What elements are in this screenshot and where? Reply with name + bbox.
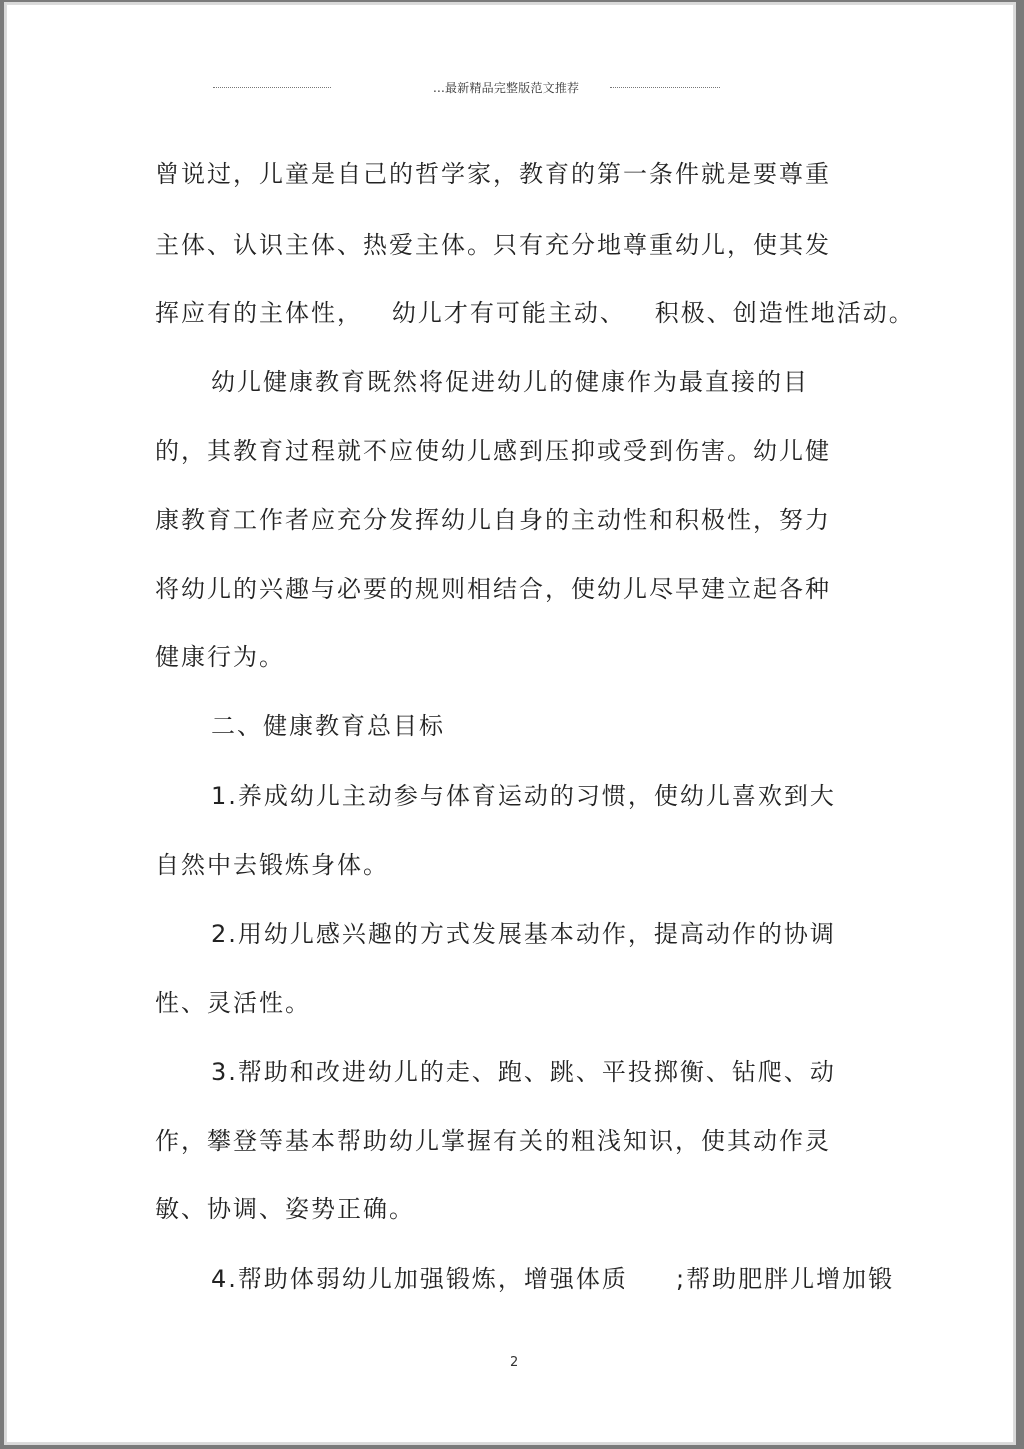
body-line: 的，其教育过程就不应使幼儿感到压抑或受到伤害。幼儿健 bbox=[155, 437, 831, 465]
section-heading: 二、健康教育总目标 bbox=[211, 712, 445, 740]
body-line: 主体、认识主体、热爱主体。只有充分地尊重幼儿，使其发 bbox=[155, 231, 831, 259]
body-line: 挥应有的主体性， 幼儿才有可能主动、 积极、创造性地活动。 bbox=[155, 299, 915, 327]
body-line: 曾说过，儿童是自己的哲学家，教育的第一条件就是要尊重 bbox=[155, 160, 831, 188]
body-line: 幼儿健康教育既然将促进幼儿的健康作为最直接的目 bbox=[211, 368, 809, 396]
body-line: 自然中去锻炼身体。 bbox=[155, 851, 389, 879]
body-line: 3.帮助和改进幼儿的走、跑、跳、平投掷衡、钻爬、动 bbox=[211, 1058, 836, 1086]
header-rule-left bbox=[213, 87, 331, 88]
page-header bbox=[7, 79, 1013, 99]
body-line: 敏、协调、姿势正确。 bbox=[155, 1195, 415, 1223]
body-line: 康教育工作者应充分发挥幼儿自身的主动性和积极性，努力 bbox=[155, 506, 831, 534]
body-line: 性、灵活性。 bbox=[155, 989, 311, 1017]
header-text: ...最新精品完整版范文推荐 bbox=[433, 81, 580, 95]
page-number: 2 bbox=[510, 1355, 519, 1370]
body-line: 1.养成幼儿主动参与体育运动的习惯，使幼儿喜欢到大 bbox=[211, 782, 836, 810]
header-rule-right bbox=[610, 87, 720, 88]
body-line: 2.用幼儿感兴趣的方式发展基本动作，提高动作的协调 bbox=[211, 920, 836, 948]
body-line: 作，攀登等基本帮助幼儿掌握有关的粗浅知识，使其动作灵 bbox=[155, 1127, 831, 1155]
body-line: 健康行为。 bbox=[155, 643, 285, 671]
body-line: 4.帮助体弱幼儿加强锻炼，增强体质 ;帮助肥胖儿增加锻 bbox=[211, 1265, 895, 1293]
body-line: 将幼儿的兴趣与必要的规则相结合，使幼儿尽早建立起各种 bbox=[155, 575, 831, 603]
document-page bbox=[6, 4, 1014, 1443]
